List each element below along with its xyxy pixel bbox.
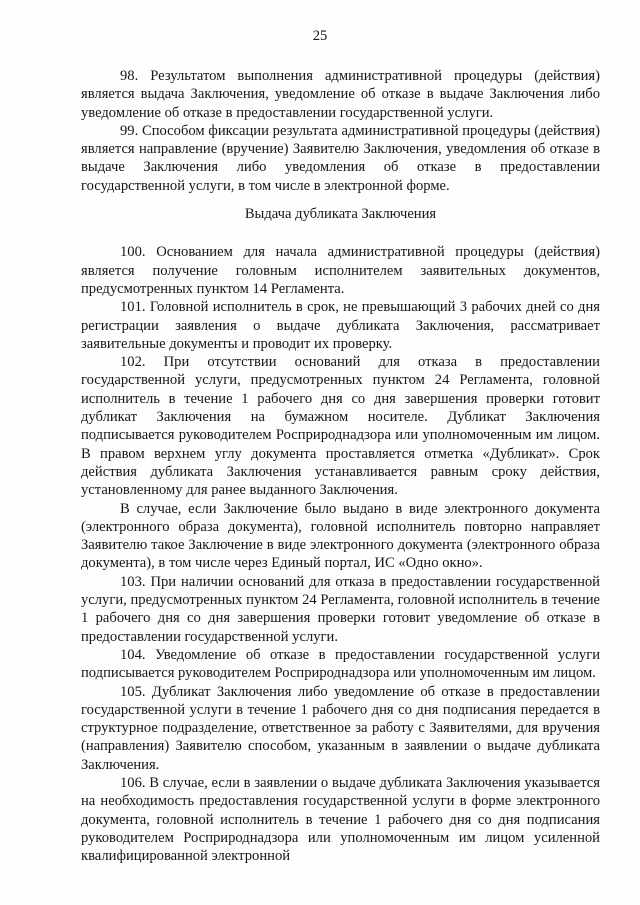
paragraph-105: 105. Дубликат Заключения либо уведомление об отказе в предоставлении государственной услуги в течение 1 рабочего дня со дня подписания передается в структурное подразделение, ответственное за работу с Заявителями, для вручения (направления) Заявителю способом, указанным в заявлении о выдаче дубликата Заключения. [81,683,600,773]
section-heading: Выдача дубликата Заключения [244,206,437,223]
paragraph-104: 104. Уведомление об отказе в предоставлении государственной услуги подписывается руководителем Росприроднадзора или уполномоченным им лицом. [81,646,600,682]
paragraph-100: 100. Основанием для начала административной процедуры (действия) является получение головным исполнителем заявительных документов, предусмотренных пунктом 14 Регламента. [81,244,600,297]
paragraph-103: 103. При наличии оснований для отказа в предоставлении государственной услуги, предусмотренных пунктом 24 Регламента, головной исполнитель в течение 1 рабочего дня со дня завершения проверки готовит уведомление об отказе в предоставлении государственной услуги. [81,573,600,645]
document-body [81,67,600,865]
paragraph-99: 99. Способом фиксации результата административной процедуры (действия) является направление (вручение) Заявителю Заключения, уведомления об отказе в выдаче Заключения либо уведомления об отказе в предоставлении государственной услуги, в том числе в электронной форме. [81,122,600,194]
paragraph-106: 106. В случае, если в заявлении о выдаче дубликата Заключения указывается на необходимость предоставления государственной услуги в форме электронного документа, головной исполнитель в течение 1 рабочего дня со дня подписания руководителем Росприроднадзора или уполномоченным им лицом усиленной квалифицированной электронной [81,774,600,865]
paragraph-102: 102. При отсутствии оснований для отказа в предоставлении государственной услуги, предусмотренных пунктом 24 Регламента, головной исполнитель в течение 1 рабочего дня со дня завершения проверки готовит дубликат Заключения на бумажном носителе. Дубликат Заключения подписывается руководителем Росприроднадзора или уполномоченным им лицом. В правом верхнем углу документа проставляется отметка «Дубликат». Срок действия дубликата Заключения устанавливается равным сроку действия, установленному для ранее выданного Заключения. [81,354,600,499]
paragraph-102-continued: В случае, если Заключение было выдано в виде электронного документа (электронного образа документа), головной исполнитель повторно направляет Заявителю такое Заключение в виде электронного документа (электронного образа документа), в том числе через Единый портал, ИС «Одно окно». [81,500,600,572]
page-number: 25 [312,28,328,44]
paragraph-101: 101. Головной исполнитель в срок, не превышающий 3 рабочих дней со дня регистрации заявления о выдаче дубликата Заключения, рассматривает заявительные документы и проводит их проверку. [81,299,600,352]
paragraph-98: 98. Результатом выполнения административной процедуры (действия) является выдача Заключения, уведомление об отказе в выдаче Заключения либо уведомление об отказе в предоставлении государственной услуги. [81,68,600,121]
